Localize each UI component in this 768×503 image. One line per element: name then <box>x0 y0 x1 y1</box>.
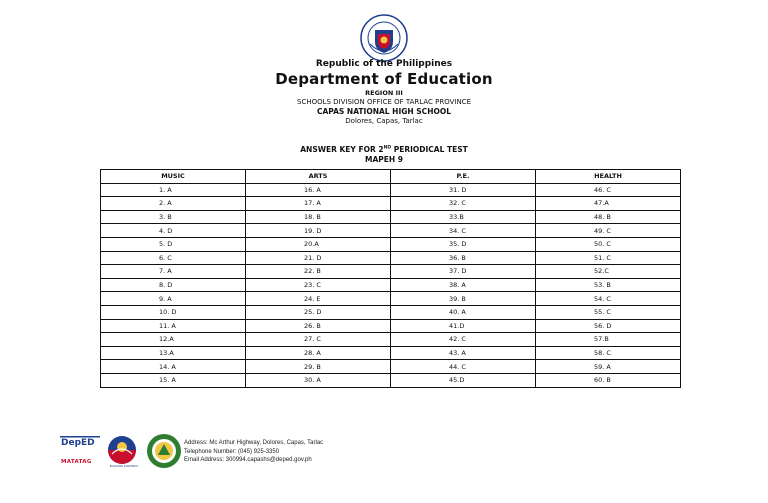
answer-cell: 22. B <box>246 265 391 279</box>
answer-cell: 46. C <box>536 183 681 197</box>
column-header: MUSIC <box>101 170 246 184</box>
table-row <box>101 278 681 292</box>
deped-seal-icon <box>360 14 408 62</box>
answer-cell: 30. A <box>246 373 391 387</box>
table-row <box>101 197 681 211</box>
answer-cell: 26. B <box>246 319 391 333</box>
answer-cell: 10. D <box>101 305 246 319</box>
table-row <box>101 251 681 265</box>
answer-cell: 53. B <box>536 278 681 292</box>
column-header: HEALTH <box>536 170 681 184</box>
bagong-pilipinas-logo-icon <box>106 434 138 466</box>
answer-cell: 27. C <box>246 333 391 347</box>
answer-cell: 23. C <box>246 278 391 292</box>
answer-cell: 29. B <box>246 360 391 374</box>
table-row <box>101 183 681 197</box>
answer-cell: 1. A <box>101 183 246 197</box>
answer-cell: 6. C <box>101 251 246 265</box>
footer-email: Email Address: 300994.capashs@deped.gov.ph <box>184 457 312 463</box>
matatag-label: MATATAG <box>61 459 92 465</box>
footer-contact <box>184 439 323 465</box>
answer-cell: 16. A <box>246 183 391 197</box>
answer-cell: 8. D <box>101 278 246 292</box>
region-label: REGION III <box>365 89 403 97</box>
answer-cell: 20.A <box>246 237 391 251</box>
answer-cell: 50. C <box>536 237 681 251</box>
answer-cell: 37. D <box>391 265 536 279</box>
answer-cell: 45.D <box>391 373 536 387</box>
school-name: CAPAS NATIONAL HIGH SCHOOL <box>316 107 451 116</box>
answer-cell: 31. D <box>391 183 536 197</box>
answer-cell: 51. C <box>536 251 681 265</box>
answer-cell: 40. A <box>391 305 536 319</box>
answer-cell: 36. B <box>391 251 536 265</box>
answer-cell: 54. C <box>536 292 681 306</box>
answer-cell: 2. A <box>101 197 246 211</box>
school-seal-icon <box>146 433 182 469</box>
answer-cell: 39. B <box>391 292 536 306</box>
table-row <box>101 360 681 374</box>
table-row <box>101 373 681 387</box>
table-row <box>101 237 681 251</box>
answer-cell: 47.A <box>536 197 681 211</box>
department-title: Department of Education <box>275 70 493 88</box>
answer-cell: 21. D <box>246 251 391 265</box>
bagong-pilipinas-label: BAGONG PILIPINAS <box>109 464 139 468</box>
answer-cell: 14. A <box>101 360 246 374</box>
table-row <box>101 210 681 224</box>
answer-cell: 57.B <box>536 333 681 347</box>
answer-cell: 60. B <box>536 373 681 387</box>
answer-cell: 25. D <box>246 305 391 319</box>
answer-cell: 7. A <box>101 265 246 279</box>
footer <box>60 432 380 476</box>
subject-label: MAPEH 9 <box>365 155 403 164</box>
answer-cell: 43. A <box>391 346 536 360</box>
answer-cell: 55. C <box>536 305 681 319</box>
footer-telephone: Telephone Number: (045) 925-3350 <box>184 448 280 455</box>
answer-cell: 3. B <box>101 210 246 224</box>
republic-label: Republic of the Philippines <box>315 59 453 69</box>
answer-cell: 38. A <box>391 278 536 292</box>
answer-cell: 11. A <box>101 319 246 333</box>
answer-cell: 9. A <box>101 292 246 306</box>
answer-cell: 18. B <box>246 210 391 224</box>
table-row <box>101 265 681 279</box>
table-row <box>101 292 681 306</box>
table-row <box>101 319 681 333</box>
table-row <box>101 224 681 238</box>
answer-cell: 33.B <box>391 210 536 224</box>
division-label: SCHOOLS DIVISION OFFICE OF TARLAC PROVINCE <box>297 98 471 106</box>
table-row <box>101 305 681 319</box>
column-header: ARTS <box>246 170 391 184</box>
answer-cell: 42. C <box>391 333 536 347</box>
deped-logo-text: DepED <box>61 438 95 448</box>
column-header: P.E. <box>391 170 536 184</box>
answer-key-table <box>100 169 681 388</box>
table-header-row <box>101 170 681 184</box>
answer-cell: 41.D <box>391 319 536 333</box>
answer-cell: 35. D <box>391 237 536 251</box>
answer-cell: 56. D <box>536 319 681 333</box>
table-row <box>101 346 681 360</box>
answer-cell: 24. E <box>246 292 391 306</box>
answer-cell: 32. C <box>391 197 536 211</box>
answer-cell: 48. B <box>536 210 681 224</box>
answer-cell: 44. C <box>391 360 536 374</box>
answer-cell: 17. A <box>246 197 391 211</box>
answer-cell: 58. C <box>536 346 681 360</box>
answer-cell: 19. D <box>246 224 391 238</box>
answer-cell: 5. D <box>101 237 246 251</box>
answer-cell: 52.C <box>536 265 681 279</box>
answer-cell: 34. C <box>391 224 536 238</box>
answer-cell: 28. A <box>246 346 391 360</box>
answer-cell: 59. A <box>536 360 681 374</box>
answer-cell: 4. D <box>101 224 246 238</box>
answer-cell: 12.A <box>101 333 246 347</box>
answer-cell: 15. A <box>101 373 246 387</box>
school-address: Dolores, Capas, Tarlac <box>345 117 423 125</box>
document-title: ANSWER KEY FOR 2ND PERIODICAL TEST <box>300 145 468 154</box>
answer-cell: 13.A <box>101 346 246 360</box>
footer-address: Address: Mc Arthur Highway, Dolores, Capas, Tarlac <box>184 440 324 446</box>
answer-cell: 49. C <box>536 224 681 238</box>
table-row <box>101 333 681 347</box>
